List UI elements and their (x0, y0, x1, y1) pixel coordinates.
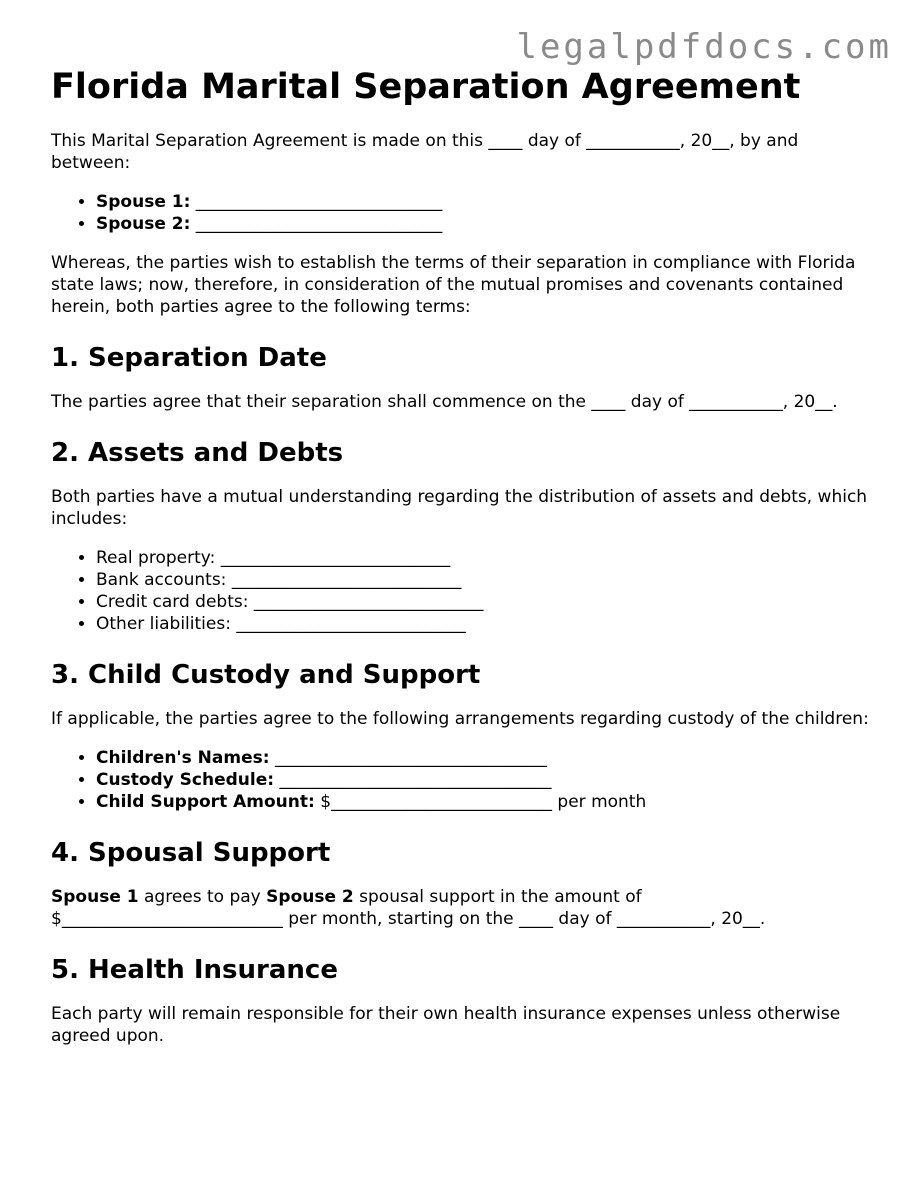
assets-intro-text: Both parties have a mutual understanding regarding the distribution of assets and debts, which includes: (51, 487, 868, 529)
list-item (96, 213, 871, 235)
document-title: Florida Marital Separation Agreement (51, 67, 801, 107)
watermark: legalpdfdocs.com (516, 27, 892, 67)
custody-schedule-blank: ________________________________ (279, 770, 552, 790)
whereas-paragraph: Whereas, the parties wish to establish the terms of their separation in compliance with Florida state laws; now, therefore, in consideration of the mutual promises and covenants contained herein, both parties agree to the following terms: (51, 253, 856, 317)
child-support-label: Child Support Amount: (96, 792, 315, 812)
assets-list (51, 547, 871, 635)
list-item: • Credit card debts: ___________________________ (96, 591, 871, 613)
spouse-1-blank: _____________________________ (195, 192, 443, 212)
custody-intro-text: If applicable, the parties agree to the following arrangements regarding custody of the children: (51, 709, 869, 729)
spouse-1-label: Spouse 1: (96, 192, 191, 212)
spouse-2-blank: _____________________________ (195, 214, 443, 234)
spousal-rest-text: spousal support in the amount of $__________________________ per month, starting on the ____ day of ___________, 20__. (51, 887, 766, 929)
list-item (96, 747, 871, 769)
section-heading-health-insurance: 5. Health Insurance (51, 955, 338, 985)
section-heading-separation-date: 1. Separation Date (51, 343, 327, 373)
custody-schedule-label: Custody Schedule: (96, 770, 275, 790)
spousal-support-text (51, 886, 871, 930)
spouse-2-label: Spouse 2: (96, 214, 191, 234)
custody-list (51, 747, 871, 813)
section-heading-child-custody: 3. Child Custody and Support (51, 660, 481, 690)
separation-date-text: The parties agree that their separation shall commence on the ____ day of ___________, 20__. (51, 392, 838, 412)
list-item: • Bank accounts: ___________________________ (96, 569, 871, 591)
section-heading-assets-debts: 2. Assets and Debts (51, 438, 344, 468)
list-item (96, 191, 871, 213)
health-insurance-text: Each party will remain responsible for their own health insurance expenses unless otherwise agreed upon. (51, 1004, 841, 1046)
childrens-names-blank: ________________________________ (274, 748, 547, 768)
child-support-blank: $__________________________ per month (320, 792, 647, 812)
section-heading-spousal-support: 4. Spousal Support (51, 838, 331, 868)
spouse-1-ref: Spouse 1 (51, 887, 139, 907)
childrens-names-label: Children's Names: (96, 748, 270, 768)
intro-paragraph: This Marital Separation Agreement is made on this ____ day of ___________, 20__, by and between: (51, 131, 799, 173)
document-body (51, 130, 871, 1064)
list-item: • Other liabilities: ___________________________ (96, 613, 871, 635)
list-item: • Real property: ___________________________ (96, 547, 871, 569)
list-item (96, 791, 871, 813)
spouse-list (51, 191, 871, 235)
spousal-mid-text: agrees to pay (144, 887, 261, 907)
spouse-2-ref: Spouse 2 (266, 887, 354, 907)
list-item (96, 769, 871, 791)
